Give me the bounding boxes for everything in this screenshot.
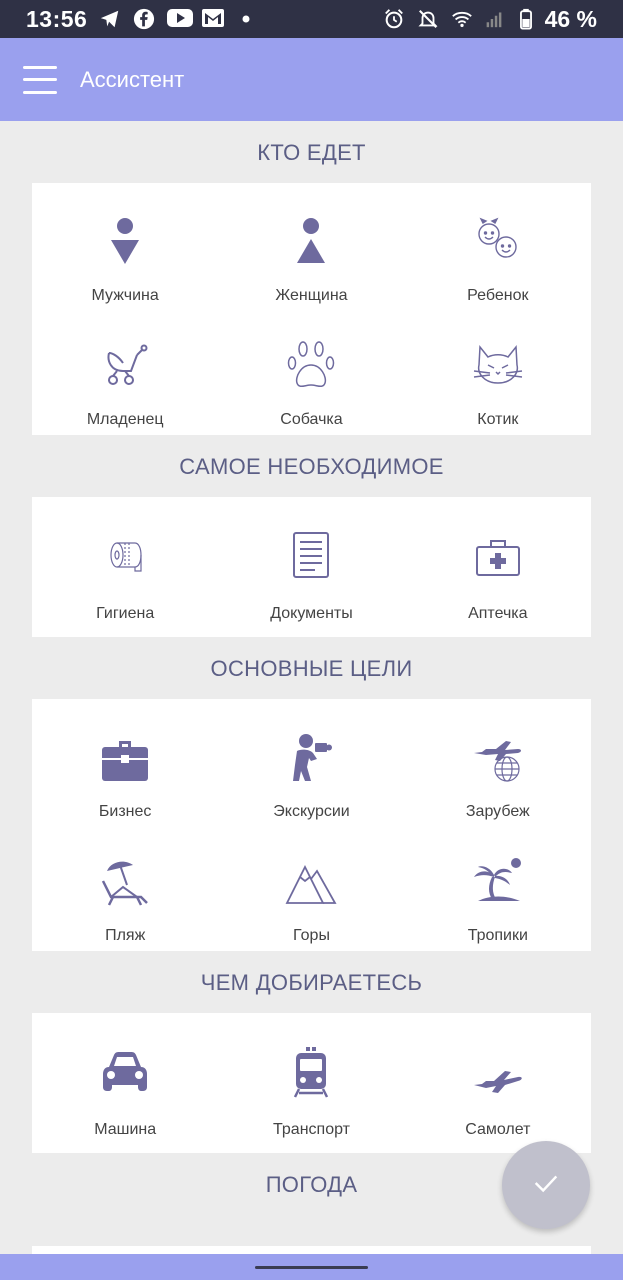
toilet-paper-icon (97, 529, 153, 585)
alarm-icon (383, 8, 405, 30)
photographer-icon (283, 731, 339, 787)
content (0, 121, 623, 1215)
wifi-icon (451, 8, 473, 30)
tile-label: Машина (94, 1121, 157, 1138)
tile-airplane[interactable] (405, 1013, 591, 1153)
tile-excursions[interactable] (218, 699, 404, 827)
status-right (383, 6, 597, 33)
section-title-transport: ЧЕМ ДОБИРАЕТЕСЬ (200, 970, 423, 995)
airplane-icon (470, 1045, 526, 1101)
tile-man[interactable] (32, 183, 218, 311)
tile-label: Женщина (275, 287, 348, 304)
tile-business[interactable] (32, 699, 218, 827)
system-nav-bar (0, 1254, 623, 1280)
dog-paw-icon (283, 339, 339, 395)
facebook-icon (133, 8, 155, 30)
tile-label: Гигиена (96, 605, 155, 622)
card-goals (32, 699, 591, 951)
first-aid-kit-icon (470, 529, 526, 585)
tile-label: Бизнес (98, 803, 152, 820)
tile-label: Мужчина (91, 287, 159, 304)
tile-abroad[interactable] (405, 699, 591, 827)
woman-icon (283, 215, 339, 271)
section-title-goals: ОСНОВНЫЕ ЦЕЛИ (210, 656, 413, 681)
tile-documents[interactable] (218, 497, 404, 637)
status-left (26, 6, 257, 33)
tile-car[interactable] (32, 1013, 218, 1153)
gmail-icon (201, 8, 223, 30)
card-who (32, 183, 591, 435)
checkmark-icon (531, 1168, 561, 1203)
tile-label: Горы (293, 927, 330, 944)
tile-transport[interactable] (218, 1013, 404, 1153)
tile-hygiene[interactable] (32, 497, 218, 637)
card-transport (32, 1013, 591, 1153)
status-time: 13:56 (26, 5, 88, 32)
tile-child[interactable] (405, 183, 591, 311)
tile-label: Самолет (465, 1121, 531, 1138)
tile-dog[interactable] (218, 311, 404, 435)
section-title-essentials: САМОЕ НЕОБХОДИМОЕ (179, 454, 444, 479)
tile-beach[interactable] (32, 827, 218, 951)
hamburger-menu-icon[interactable] (23, 66, 57, 94)
briefcase-icon (97, 731, 153, 787)
card-essentials (32, 497, 591, 637)
tile-label: Транспорт (273, 1121, 350, 1138)
battery-percent: 46 % (544, 5, 597, 32)
tile-label: Ребенок (467, 287, 529, 304)
beach-chair-icon (97, 855, 153, 911)
car-icon (97, 1045, 153, 1101)
baby-stroller-icon (97, 339, 153, 395)
gesture-handle[interactable] (255, 1266, 368, 1269)
tile-label: Тропики (467, 927, 528, 944)
tile-mountains[interactable] (218, 827, 404, 951)
confirm-fab-button[interactable] (502, 1141, 590, 1229)
document-icon (283, 529, 339, 585)
tile-label: Собачка (280, 411, 343, 428)
train-icon (283, 1045, 339, 1101)
palm-island-icon (470, 855, 526, 911)
youtube-icon (167, 8, 189, 30)
tile-tropics[interactable] (405, 827, 591, 951)
tile-cat[interactable] (405, 311, 591, 435)
status-bar (0, 0, 623, 38)
dot-icon (235, 8, 257, 30)
tile-woman[interactable] (218, 183, 404, 311)
child-icon (470, 215, 526, 271)
man-icon (97, 215, 153, 271)
section-title-who: КТО ЕДЕТ (257, 140, 366, 165)
tile-label: Экскурсии (273, 803, 350, 820)
section-title-weather: ПОГОДА (265, 1172, 358, 1197)
battery-icon (519, 8, 533, 30)
plane-globe-icon (470, 731, 526, 787)
tile-label: Пляж (105, 927, 146, 944)
tile-label: Аптечка (468, 605, 528, 622)
tile-first-aid[interactable] (405, 497, 591, 637)
app-bar (0, 38, 623, 121)
telegram-icon (99, 8, 121, 30)
mountains-icon (283, 855, 339, 911)
tile-label: Документы (270, 605, 353, 622)
cat-icon (470, 339, 526, 395)
app-title: Ассистент (80, 66, 185, 92)
tile-label: Котик (477, 411, 519, 428)
tile-label: Зарубеж (465, 803, 530, 820)
signal-icon (485, 8, 507, 30)
notifications-off-icon (417, 8, 439, 30)
tile-label: Младенец (86, 411, 164, 428)
tile-baby[interactable] (32, 311, 218, 435)
